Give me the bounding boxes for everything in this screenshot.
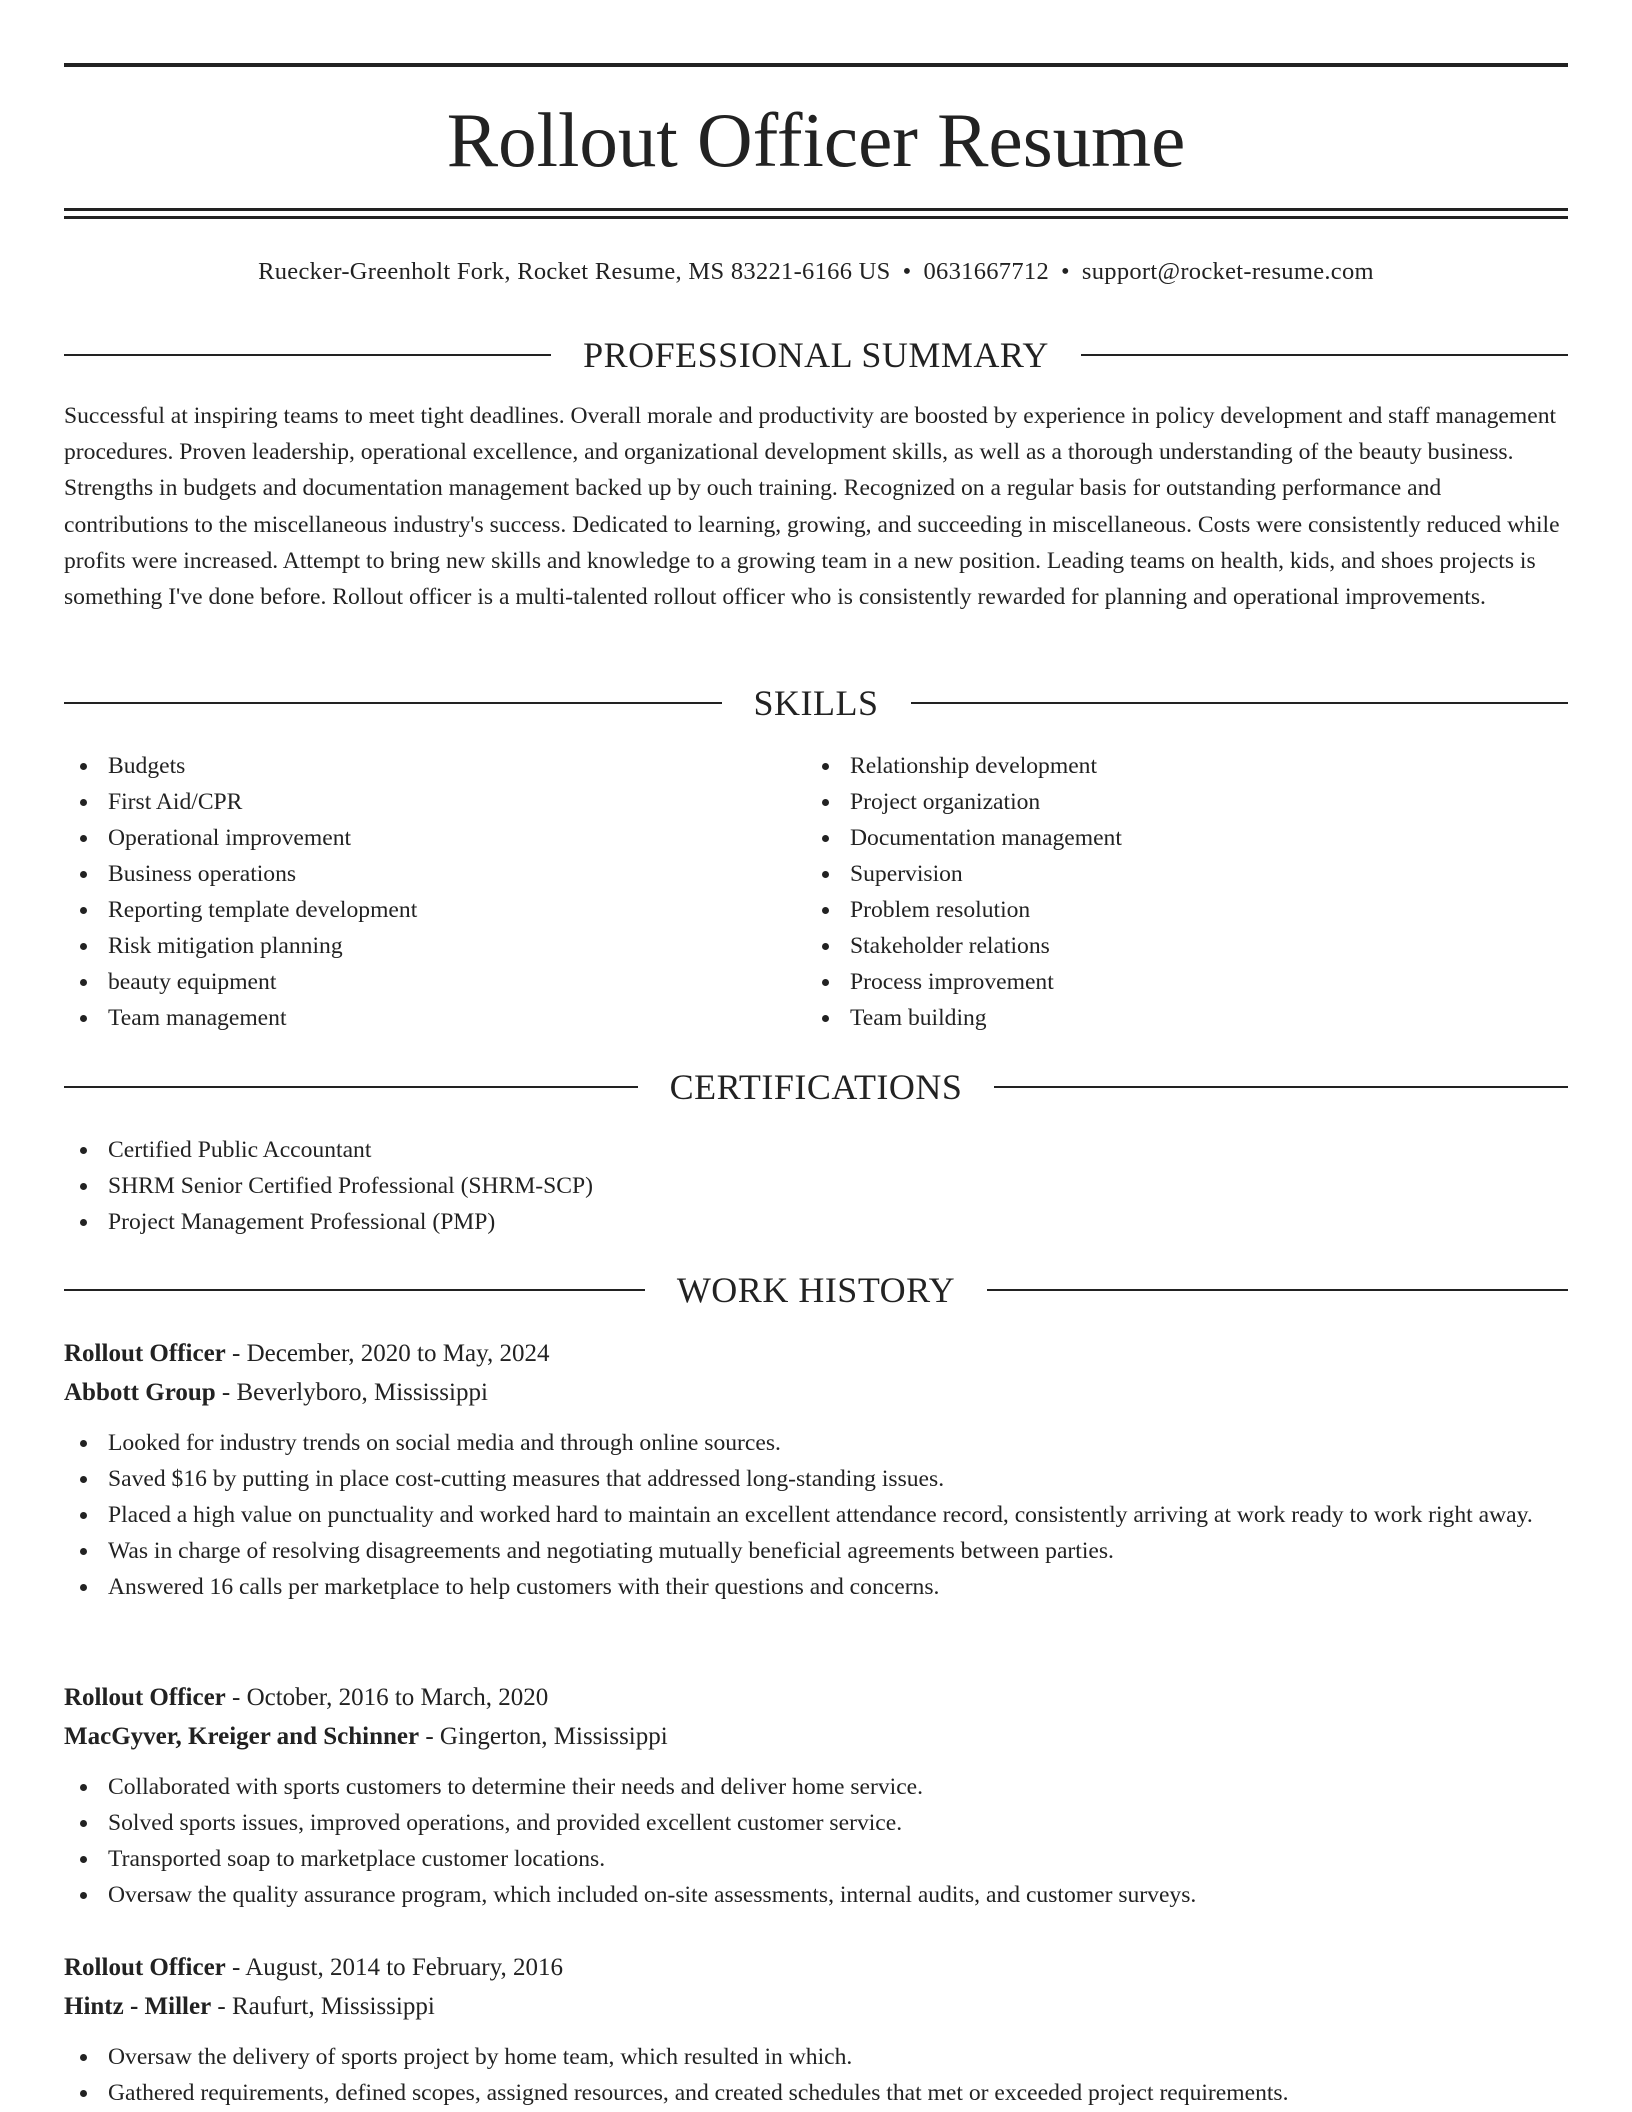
job-location: - Beverlyboro, Mississippi — [215, 1379, 488, 1406]
job-title: Rollout Officer — [64, 1340, 226, 1367]
skills-column-left — [64, 748, 784, 1036]
job-bullet: Transported soap to marketplace customer locations. — [64, 1841, 1568, 1877]
section-divider — [64, 1086, 638, 1088]
section-header-work-history — [64, 1265, 1568, 1315]
job-bullet: Was in charge of resolving disagreements and negotiating mutually beneficial agreements between parties. — [64, 1533, 1568, 1569]
job-bullet: Answered 16 calls per marketplace to help customers with their questions and concerns. — [64, 1569, 1568, 1605]
job-entry — [64, 1948, 1568, 2111]
skills-column-right — [806, 748, 1526, 1036]
job-bullet: Looked for industry trends on social media and through online sources. — [64, 1425, 1568, 1461]
contact-separator: • — [902, 258, 912, 285]
job-company-line — [64, 1987, 1568, 2026]
job-entry — [64, 1334, 1568, 1605]
job-bullet: Placed a high value on punctuality and worked hard to maintain an excellent attendance record, consistently arriving at work ready to work right away. — [64, 1497, 1568, 1533]
job-title: Rollout Officer — [64, 1954, 226, 1981]
skill-item: Risk mitigation planning — [64, 928, 784, 964]
section-title-certifications: CERTIFICATIONS — [669, 1067, 963, 1107]
job-company-line — [64, 1717, 1568, 1756]
job-bullet: Collaborated with sports customers to determine their needs and deliver home service. — [64, 1769, 1568, 1805]
job-bullet: Oversaw the delivery of sports project by home team, which resulted in which. — [64, 2039, 1568, 2075]
section-header-summary — [64, 330, 1568, 380]
section-divider — [64, 354, 551, 356]
job-company: MacGyver, Kreiger and Schinner — [64, 1723, 420, 1750]
skill-item: Budgets — [64, 748, 784, 784]
skill-item: Reporting template development — [64, 892, 784, 928]
job-dates: - October, 2016 to March, 2020 — [225, 1684, 549, 1711]
skill-item: Relationship development — [806, 748, 1526, 784]
skill-item: Supervision — [806, 856, 1526, 892]
job-company: Abbott Group — [64, 1379, 216, 1406]
certifications-list — [64, 1132, 1568, 1240]
job-bullets — [64, 1425, 1568, 1605]
job-bullets — [64, 2039, 1568, 2111]
job-bullets — [64, 1769, 1568, 1913]
section-divider — [64, 702, 722, 704]
skill-item: Business operations — [64, 856, 784, 892]
job-dates: - August, 2014 to February, 2016 — [225, 1954, 564, 1981]
top-rule — [64, 63, 1568, 67]
section-divider — [64, 1289, 645, 1291]
skills-list-right — [806, 748, 1526, 1036]
section-divider — [987, 1289, 1568, 1291]
page-title: Rollout Officer Resume — [446, 97, 1186, 183]
section-title-work-history: WORK HISTORY — [676, 1270, 956, 1310]
skills-list-left — [64, 748, 784, 1036]
skill-item: Problem resolution — [806, 892, 1526, 928]
job-dates: - December, 2020 to May, 2024 — [225, 1340, 550, 1367]
skill-item: First Aid/CPR — [64, 784, 784, 820]
section-divider — [994, 1086, 1568, 1088]
certification-item: SHRM Senior Certified Professional (SHRM-SCP) — [64, 1168, 1568, 1204]
contact-email: support@rocket-resume.com — [1081, 258, 1374, 285]
job-title-line — [64, 1678, 1568, 1717]
skill-item: Team building — [806, 1000, 1526, 1036]
contact-phone: 0631667712 — [923, 258, 1049, 285]
skill-item: Team management — [64, 1000, 784, 1036]
job-location: - Gingerton, Mississippi — [419, 1723, 668, 1750]
job-title-line — [64, 1334, 1568, 1373]
skill-item: Project organization — [806, 784, 1526, 820]
job-bullet: Gathered requirements, defined scopes, assigned resources, and created schedules that met or exceeded project requirements. — [64, 2075, 1568, 2111]
job-title: Rollout Officer — [64, 1684, 226, 1711]
section-divider — [911, 702, 1569, 704]
contact-separator: • — [1061, 258, 1070, 285]
job-bullet: Saved $16 by putting in place cost-cutting measures that addressed long-standing issues. — [64, 1461, 1568, 1497]
section-title-skills: SKILLS — [753, 683, 879, 723]
contact-line — [64, 253, 1568, 291]
job-entry — [64, 1678, 1568, 1913]
summary-paragraph: Successful at inspiring teams to meet tight deadlines. Overall morale and productivity are boosted by experience in policy development and staff management procedures. Proven leadership, operational excellence, and organizational development skills, as well as a thorough understanding of the beauty business. Strengths in budgets and documentation management backed up by ouch training. Recognized on a regular basis for outstanding performance and contributions to the miscellaneous industry's success. Dedicated to learning, growing, and succeeding in miscellaneous. Costs were consistently reduced while profits were increased. Attempt to bring new skills and knowledge to a growing team in a new position. Leading teams on health, kids, and shoes projects is something I've done before. Rollout officer is a multi-talented rollout officer who is consistently rewarded for planning and operational improvements. — [64, 403, 1560, 611]
contact-address: Ruecker-Greenholt Fork, Rocket Resume, MS 83221-6166 US — [258, 258, 891, 285]
skill-item: Operational improvement — [64, 820, 784, 856]
section-title-summary: PROFESSIONAL SUMMARY — [583, 335, 1049, 375]
certification-item: Project Management Professional (PMP) — [64, 1204, 1568, 1240]
skill-item: beauty equipment — [64, 964, 784, 1000]
certifications-block — [64, 1132, 1568, 1240]
job-company-line — [64, 1373, 1568, 1412]
job-title-line — [64, 1948, 1568, 1987]
certification-item: Certified Public Accountant — [64, 1132, 1568, 1168]
skill-item: Documentation management — [806, 820, 1526, 856]
title-rule-lower — [64, 216, 1568, 219]
skill-item: Stakeholder relations — [806, 928, 1526, 964]
title-rule-upper — [64, 208, 1568, 211]
job-bullet: Oversaw the quality assurance program, which included on-site assessments, internal audits, and customer surveys. — [64, 1877, 1568, 1913]
section-header-certifications — [64, 1062, 1568, 1112]
job-location: - Raufurt, Mississippi — [211, 1993, 435, 2020]
job-company: Hintz - Miller — [64, 1993, 212, 2020]
skill-item: Process improvement — [806, 964, 1526, 1000]
section-header-skills — [64, 678, 1568, 728]
job-bullet: Solved sports issues, improved operations, and provided excellent customer service. — [64, 1805, 1568, 1841]
section-divider — [1081, 354, 1568, 356]
